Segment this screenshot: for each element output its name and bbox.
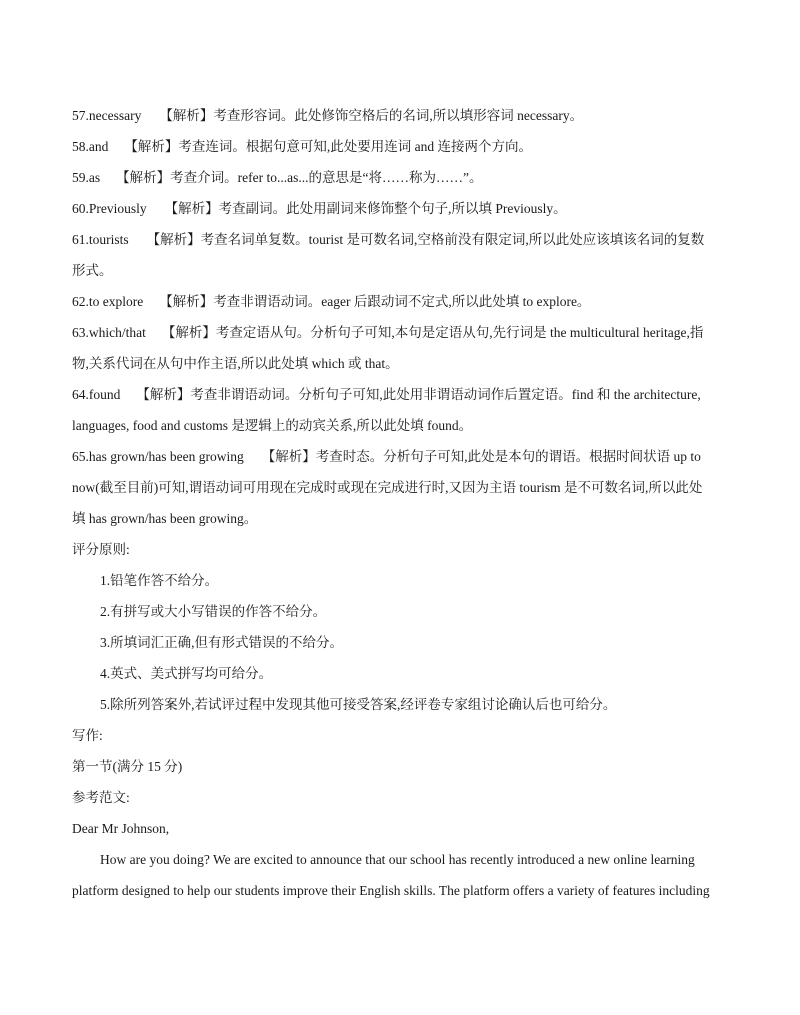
scoring-rule-4: 4.英式、美式拼写均可给分。 xyxy=(100,666,273,681)
answer-63-continuation: 物,关系代词在从句中作主语,所以此处填 which 或 that。 xyxy=(72,356,399,371)
analysis-tag: 【解析】 xyxy=(159,294,214,309)
analysis-tag: 【解析】 xyxy=(136,387,191,402)
scoring-rule-5: 5.除所列答案外,若试评过程中发现其他可接受答案,经评卷专家组讨论确认后也可给分。 xyxy=(100,697,617,712)
letter-paragraph-line-1: How are you doing? We are excited to announce that our school has recently introduced a new online learning xyxy=(100,852,695,867)
analysis-text: 考查连词。根据句意可知,此处要用连词 and 连接两个方向。 xyxy=(178,139,532,154)
writing-section-title: 第一节(满分 15 分) xyxy=(72,759,183,774)
analysis-tag: 【解析】 xyxy=(164,201,219,216)
answer-60 xyxy=(72,199,567,219)
answer-63 xyxy=(72,323,703,343)
answer-65-continuation-2: 填 has grown/has been growing。 xyxy=(72,511,258,526)
answer-number: 65.has grown/has been growing xyxy=(72,449,244,464)
scoring-rule-2: 2.有拼写或大小写错误的作答不给分。 xyxy=(100,604,327,619)
analysis-text: 考查副词。此处用副词来修饰整个句子,所以填 Previously。 xyxy=(218,201,567,216)
answer-58 xyxy=(72,137,532,157)
answer-number: 58.and xyxy=(72,139,109,154)
scoring-rule-1: 1.铅笔作答不给分。 xyxy=(100,573,219,588)
letter-paragraph-line-2: platform designed to help our students improve their English skills. The platform offers a variety of features including xyxy=(72,883,710,898)
answer-57 xyxy=(72,106,583,126)
answer-number: 59.as xyxy=(72,170,101,185)
answer-61 xyxy=(72,230,704,250)
letter-salutation: Dear Mr Johnson, xyxy=(72,821,170,836)
analysis-text: 考查定语从句。分析句子可知,本句是定语从句,先行词是 the multicultural heritage,指 xyxy=(215,325,704,340)
analysis-text: 考查时态。分析句子可知,此处是本句的谓语。根据时间状语 up to xyxy=(315,449,701,464)
analysis-tag: 【解析】 xyxy=(124,139,179,154)
analysis-tag: 【解析】 xyxy=(146,232,201,247)
analysis-tag: 【解析】 xyxy=(116,170,171,185)
answer-number: 61.tourists xyxy=(72,232,129,247)
analysis-text: 考查介词。refer to...as...的意思是“将……称为……”。 xyxy=(170,170,483,185)
answer-62 xyxy=(72,292,590,312)
answer-59 xyxy=(72,168,482,188)
analysis-tag: 【解析】 xyxy=(261,449,316,464)
scoring-heading: 评分原则: xyxy=(72,542,130,557)
answer-number: 57.necessary xyxy=(72,108,142,123)
analysis-text: 考查非谓语动词。eager 后跟动词不定式,所以此处填 to explore。 xyxy=(213,294,591,309)
answer-number: 63.which/that xyxy=(72,325,146,340)
writing-heading: 写作: xyxy=(72,728,103,743)
answer-64 xyxy=(72,385,701,405)
answer-number: 64.found xyxy=(72,387,121,402)
analysis-text: 考查名词单复数。tourist 是可数名词,空格前没有限定词,所以此处应该填该名词的复数 xyxy=(200,232,705,247)
analysis-text: 考查形容词。此处修饰空格后的名词,所以填形容词 necessary。 xyxy=(213,108,584,123)
answer-number: 62.to explore xyxy=(72,294,144,309)
answer-65-continuation-1: now(截至目前)可知,谓语动词可用现在完成时或现在完成进行时,又因为主语 tourism 是不可数名词,所以此处 xyxy=(72,480,703,495)
answer-number: 60.Previously xyxy=(72,201,147,216)
scoring-rule-3: 3.所填词汇正确,但有形式错误的不给分。 xyxy=(100,635,343,650)
sample-essay-label: 参考范文: xyxy=(72,790,130,805)
answer-61-continuation: 形式。 xyxy=(72,263,113,278)
answer-65 xyxy=(72,447,701,467)
analysis-tag: 【解析】 xyxy=(159,108,214,123)
answer-64-continuation: languages, food and customs 是逻辑上的动宾关系,所以此处填 found。 xyxy=(72,418,473,433)
analysis-tag: 【解析】 xyxy=(161,325,216,340)
analysis-text: 考查非谓语动词。分析句子可知,此处用非谓语动词作后置定语。find 和 the architecture, xyxy=(190,387,701,402)
